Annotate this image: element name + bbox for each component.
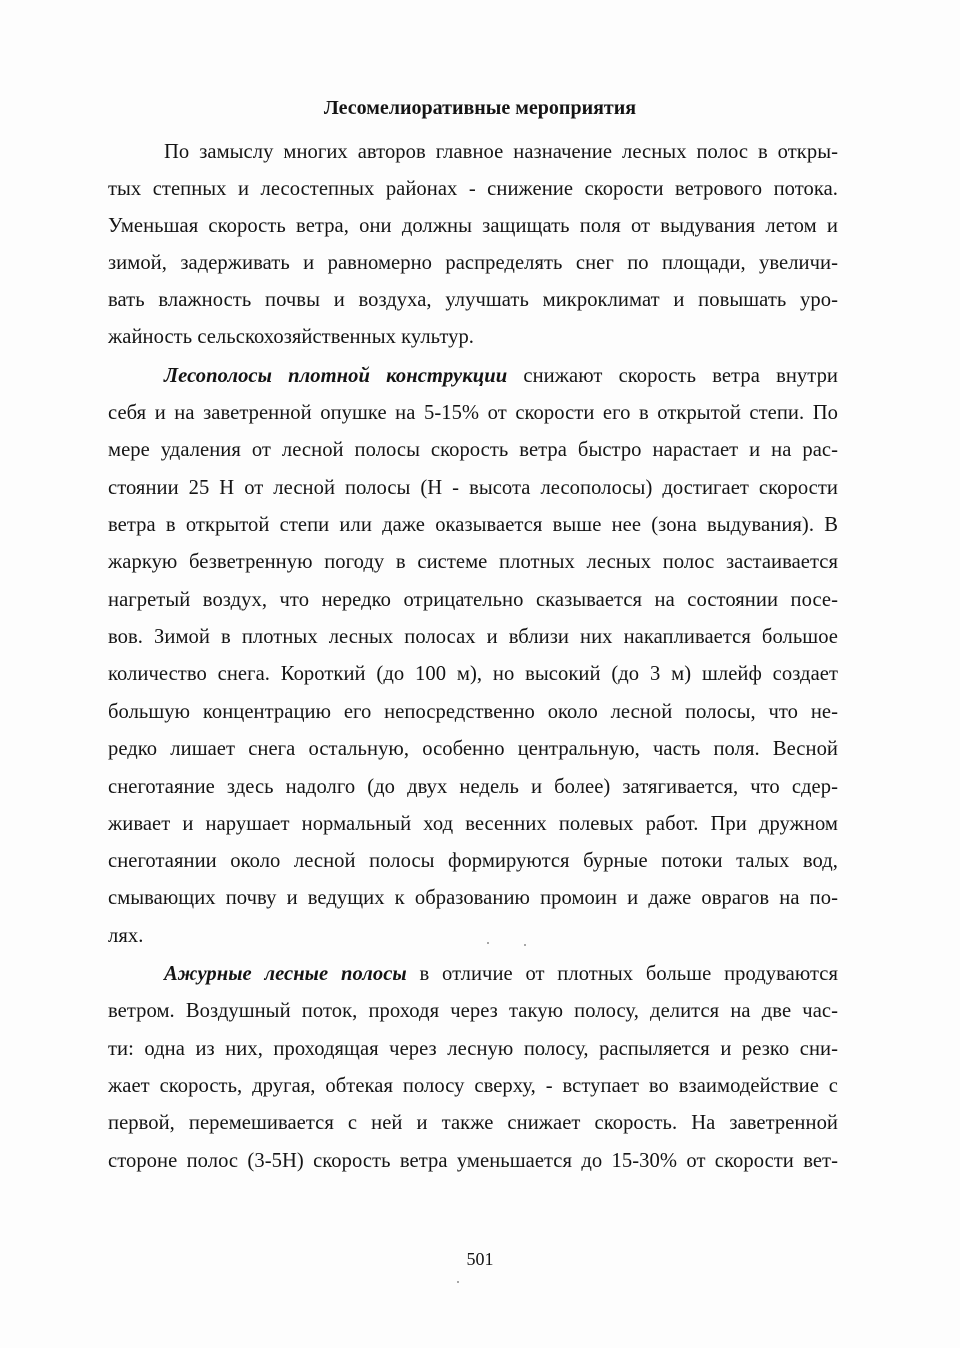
text-line: ветром. Воздушный поток, проходя через такую полосу, делится на две час- — [108, 1000, 838, 1022]
text-line: живает и нарушает нормальный ход весенних полевых работ. При дружном — [108, 813, 838, 835]
text-line: первой, перемешивается с ней и также снижает скорость. На заветренной — [108, 1112, 838, 1134]
text-line: мере удаления от лесной полосы скорость ветра быстро нарастает и на рас- — [108, 439, 838, 461]
text-line — [164, 364, 838, 388]
text-line: нагретый воздух, что нередко отрицательно сказывается на состоянии посе- — [108, 589, 838, 611]
term-openwork-forest-belts: Ажурные лесные полосы — [164, 963, 407, 985]
text-line: большую концентрацию его непосредственно около лесной полосы, что не- — [108, 701, 838, 723]
text-line: редко лишает снега остальную, особенно центральную, часть поля. Весной — [108, 738, 838, 760]
text-line: лях. — [108, 925, 144, 947]
text-line: вов. Зимой в плотных лесных полосах и вблизи них накапливается большое — [108, 626, 838, 648]
text-line: стоянии 25 Н от лесной полосы (Н - высота лесополосы) достигает скорости — [108, 477, 838, 499]
text-line: стороне полос (3-5Н) скорость ветра уменьшается до 15-30% от скорости вет- — [108, 1150, 838, 1172]
scan-speck — [524, 944, 526, 946]
text-line: тых степных и лесостепных районах - снижение скорости ветрового потока. — [108, 178, 838, 200]
text-line: снеготаяние здесь надолго (до двух недель и более) затягивается, что сдер- — [108, 776, 838, 798]
term-dense-forest-belts: Лесополосы плотной конструкции — [164, 365, 508, 387]
text-line: зимой, задерживать и равномерно распределять снег по площади, увеличи- — [108, 252, 838, 274]
text-line: ти: одна из них, проходящая через лесную полосу, распыляется и резко сни- — [108, 1038, 838, 1060]
text-line — [164, 962, 838, 986]
text-line: ветра в открытой степи или даже оказывается выше нее (зона выдувания). В — [108, 514, 838, 536]
page-number: 501 — [466, 1249, 494, 1269]
scan-speck — [457, 1281, 459, 1283]
text-line: себя и на заветренной опушке на 5-15% от скорости его в открытой степи. По — [108, 402, 838, 424]
text-line: смывающих почву и ведущих к образованию промоин и даже оврагов на по- — [108, 887, 838, 909]
text-line: Уменьшая скорость ветра, они должны защищать поля от выдувания летом и — [108, 215, 838, 237]
text-line: жаркую безветренную погоду в системе плотных лесных полос застаивается — [108, 551, 838, 573]
text-line-continuation: снижают скорость ветра внутри — [507, 365, 838, 387]
text-line: вать влажность почвы и воздуха, улучшать микроклимат и повышать уро- — [108, 289, 838, 311]
text-line: жает скорость, другая, обтекая полосу сверху, - вступает во взаимодействие с — [108, 1075, 838, 1097]
text-line: жайность сельскохозяйственных культур. — [108, 326, 474, 348]
text-line: По замыслу многих авторов главное назначение лесных полос в откры- — [164, 141, 838, 163]
text-line: снеготаянии около лесной полосы формируются бурные потоки талых вод, — [108, 850, 838, 872]
text-line: количество снега. Короткий (до 100 м), но высокий (до 3 м) шлейф создает — [108, 663, 838, 685]
scan-speck — [487, 942, 489, 944]
section-heading: Лесомелиоративные мероприятия — [323, 97, 637, 119]
text-line-continuation: в отличие от плотных больше продуваются — [406, 963, 838, 985]
